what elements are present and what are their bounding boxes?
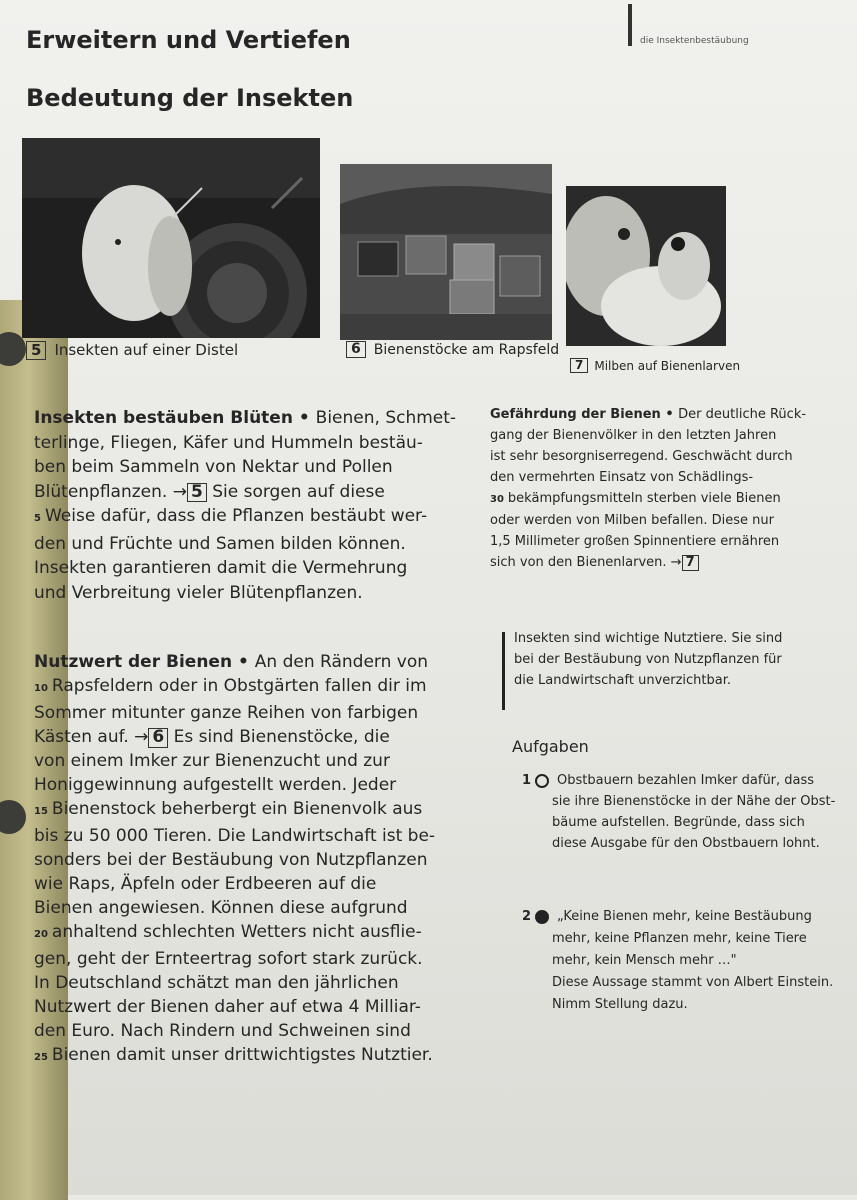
text-line: 1,5 Millimeter großen Spinnentiere ernähren: [490, 534, 780, 549]
text-line: gen, geht der Ernteertrag sofort stark zurück.: [34, 949, 423, 969]
tasks-heading: Aufgaben: [512, 737, 589, 756]
text-line: Sommer mitunter ganze Reihen von farbigen: [34, 703, 419, 723]
summary-line: bei der Bestäubung von Nutzpflanzen für: [514, 652, 782, 667]
photo-beehives-image: [340, 164, 552, 340]
summary-box: [514, 628, 850, 691]
summary-line: Insekten sind wichtige Nutztiere. Sie sind: [514, 631, 783, 646]
text-line: In Deutschland schätzt man den jährlichen: [34, 973, 399, 993]
text-line: Kästen auf. → 6 Es sind Bienenstöcke, die: [34, 727, 390, 747]
task-line: 1 Obstbauern bezahlen Imker dafür, dass: [522, 773, 815, 788]
task-number: 1: [522, 773, 532, 788]
text-line: Blütenpflanzen. → 5 Sie sorgen auf diese: [34, 481, 385, 502]
section-kicker: Erweitern und Vertiefen: [26, 26, 351, 54]
figure-reference[interactable]: 7: [682, 555, 699, 571]
photo-mites-image: [566, 186, 726, 346]
figure-caption-text: Insekten auf einer Distel: [54, 341, 239, 360]
text-line: bis zu 50 000 Tieren. Die Landwirtschaft ist be-: [34, 826, 436, 846]
text-line: 5 Weise dafür, dass die Pflanzen bestäubt wer-: [34, 506, 428, 526]
text-line: den vermehrten Einsatz von Schädlings-: [490, 470, 754, 485]
text-line: ben beim Sammeln von Nektar und Pollen: [34, 457, 393, 477]
task-2: [522, 906, 852, 1016]
summary-rule: [502, 632, 505, 710]
text-line: Bienen angewiesen. Können diese aufgrund: [34, 898, 408, 918]
text-line: terlinge, Fliegen, Käfer und Hummeln bestäu-: [34, 432, 423, 453]
main-text-section-2: [34, 650, 484, 1070]
task-line: diese Ausgabe für den Obstbauern lohnt.: [552, 836, 820, 851]
difficulty-empty-icon: [535, 774, 549, 788]
figure-reference[interactable]: 5: [187, 483, 207, 503]
photo-beehives: [340, 164, 552, 340]
text-line: von einem Imker zur Bienenzucht und zur: [34, 751, 390, 771]
figure-caption-text: Bienenstöcke am Rapsfeld: [373, 341, 560, 358]
figure-caption-7: [570, 358, 740, 373]
text-line: 10 Rapsfeldern oder in Obstgärten fallen dir im: [34, 676, 427, 696]
text-line: 25 Bienen damit unser drittwichtigstes Nutztier.: [34, 1045, 433, 1065]
task-number: 2: [522, 909, 532, 924]
task-line: mehr, keine Pflanzen mehr, keine Tiere: [552, 931, 807, 946]
text-line: den und Früchte und Samen bilden können.: [34, 533, 406, 554]
text-line: wie Raps, Äpfeln oder Erdbeeren auf die: [34, 874, 377, 894]
task-line: sie ihre Bienenstöcke in der Nähe der Obst-: [552, 794, 836, 809]
text-line: Insekten bestäuben Blüten • Bienen, Schmet-: [34, 408, 457, 428]
header-side-note: die Insektenbestäubung: [640, 36, 749, 46]
figure-number-7: 7: [570, 358, 588, 373]
text-line: sonders bei der Bestäubung von Nutzpflanzen: [34, 850, 428, 870]
figure-caption-5: [26, 341, 238, 360]
photo-mites: [566, 186, 726, 346]
main-text-section-1: [34, 406, 474, 605]
photo-thistle-image: [22, 138, 320, 338]
text-line: gang der Bienenvölker in den letzten Jahren: [490, 428, 777, 443]
page-title: Bedeutung der Insekten: [26, 84, 354, 112]
text-line: Nutzwert der Bienen • An den Rändern von: [34, 652, 429, 672]
text-line: ist sehr besorgniserregend. Geschwächt durch: [490, 449, 793, 464]
text-line: Honiggewinnung aufgestellt werden. Jeder: [34, 775, 397, 795]
text-line: Nutzwert der Bienen daher auf etwa 4 Milliar-: [34, 997, 421, 1017]
figure-number-5: 5: [26, 341, 46, 360]
binder-hole: [0, 800, 26, 834]
text-line: 15 Bienenstock beherbergt ein Bienenvolk aus: [34, 799, 423, 819]
task-line: bäume aufstellen. Begründe, dass sich: [552, 815, 805, 830]
task-1: [522, 770, 852, 854]
difficulty-full-icon: [535, 910, 549, 924]
task-line: mehr, kein Mensch mehr …": [552, 953, 737, 968]
text-line: den Euro. Nach Rindern und Schweinen sind: [34, 1021, 411, 1041]
side-text-endangerment: [490, 404, 850, 573]
photo-thistle-insects: [22, 138, 320, 338]
task-line: 2 „Keine Bienen mehr, keine Bestäubung: [522, 909, 812, 924]
header-rule: [628, 4, 632, 46]
text-line: 30 bekämpfungsmitteln sterben viele Bienen: [490, 491, 781, 506]
text-line: sich von den Bienenlarven. → 7: [490, 552, 850, 573]
figure-caption-6: [346, 341, 559, 358]
figure-reference[interactable]: 6: [148, 728, 168, 748]
text-line: 20 anhaltend schlechten Wetters nicht ausflie-: [34, 922, 422, 942]
text-line: Insekten garantieren damit die Vermehrung: [34, 558, 408, 578]
task-line: Nimm Stellung dazu.: [552, 997, 688, 1012]
text-line: oder werden von Milben befallen. Diese nur: [490, 513, 774, 528]
figure-number-6: 6: [346, 341, 366, 358]
summary-line: die Landwirtschaft unverzichtbar.: [514, 673, 732, 688]
figure-caption-text: Milben auf Bienenlarven: [594, 358, 741, 373]
task-line: Diese Aussage stammt von Albert Einstein.: [552, 975, 834, 990]
text-line: und Verbreitung vieler Blütenpflanzen.: [34, 582, 363, 603]
text-line: Gefährdung der Bienen • Der deutliche Rück-: [490, 407, 807, 422]
